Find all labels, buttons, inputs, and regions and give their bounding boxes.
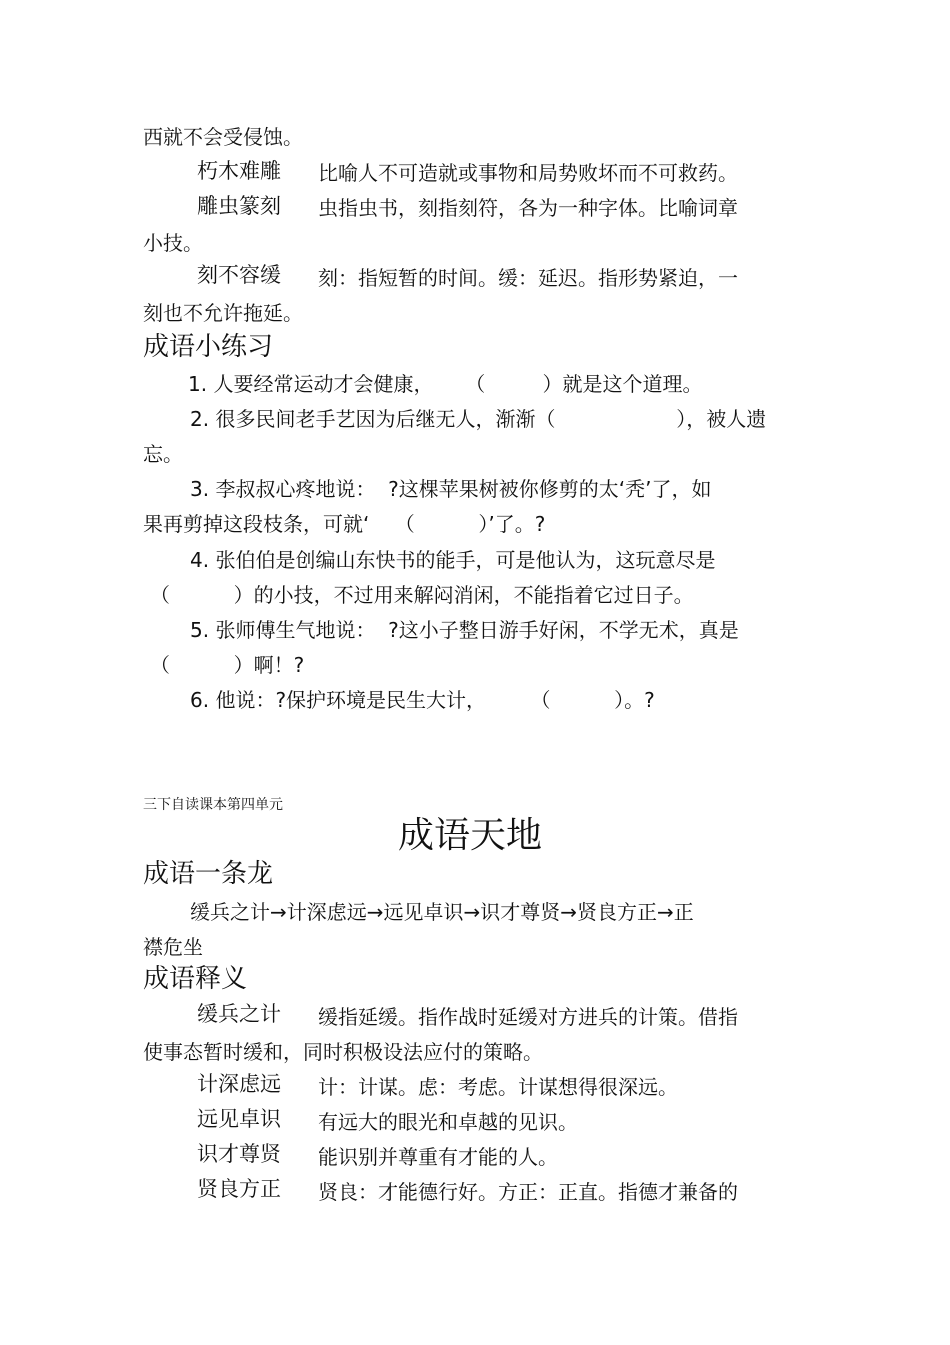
unit-label: 三下自读课本第四单元 xyxy=(143,797,283,813)
practice-question-6: 6. 他说：?保护环境是民生大计， （ ）。? xyxy=(190,688,655,712)
practice-question-4: 4. 张伯伯是创编山东快书的能手，可是他认为，这玩意尽是 xyxy=(190,548,716,572)
idiom-term: 缓兵之计 xyxy=(197,1002,281,1026)
chain-heading: 成语一条龙 xyxy=(143,859,274,889)
idiom-definition-cont: 使事态暂时缓和，同时积极设法应付的策略。 xyxy=(143,1040,543,1064)
idiom-definition: 有远大的眼光和卓越的见识。 xyxy=(318,1110,578,1134)
idiom-definition: 计：计谋。虑：考虑。计谋想得很深远。 xyxy=(318,1075,678,1099)
continuation-text: 西就不会受侵蚀。 xyxy=(143,125,303,149)
idiom-term: 雕虫篆刻 xyxy=(197,194,281,218)
practice-question-3-cont: 果再剪掉这段枝条，可就‘ （ ）’了。? xyxy=(143,512,546,536)
idiom-definition: 贤良：才能德行好。方正：正直。指德才兼备的 xyxy=(318,1180,738,1204)
idiom-term: 贤良方正 xyxy=(197,1177,281,1201)
practice-question-2: 2. 很多民间老手艺因为后继无人，渐渐（ ），被人遗 xyxy=(190,407,767,431)
idiom-definition: 刻：指短暂的时间。缓：延迟。指形势紧迫，一 xyxy=(318,266,738,290)
practice-question-5-cont: （ ）啊！? xyxy=(150,653,305,677)
meaning-heading: 成语释义 xyxy=(143,964,248,994)
practice-question-2-cont: 忘。 xyxy=(143,442,183,466)
idiom-term: 识才尊贤 xyxy=(197,1142,281,1166)
idiom-definition: 能识别并尊重有才能的人。 xyxy=(318,1145,558,1169)
idiom-term: 刻不容缓 xyxy=(197,263,281,287)
idiom-chain: 缓兵之计→计深虑远→远见卓识→识才尊贤→贤良方正→正 xyxy=(190,900,694,924)
idiom-definition: 虫指虫书，刻指刻符，各为一种字体。比喻词章 xyxy=(318,196,738,220)
practice-question-3: 3. 李叔叔心疼地说： ?这棵苹果树被你修剪的太‘秃’了，如 xyxy=(190,477,712,501)
practice-question-4-cont: （ ）的小技，不过用来解闷消闲，不能指着它过日子。 xyxy=(150,583,694,607)
practice-question-1: 1. 人要经常运动才会健康， （ ）就是这个道理。 xyxy=(188,372,703,396)
practice-question-5: 5. 张师傅生气地说： ?这小子整日游手好闲，不学无术，真是 xyxy=(190,618,739,642)
idiom-definition-cont: 刻也不允许拖延。 xyxy=(143,301,303,325)
idiom-term: 远见卓识 xyxy=(197,1107,281,1131)
idiom-term: 计深虑远 xyxy=(197,1072,281,1096)
idiom-definition-cont: 小技。 xyxy=(143,231,203,255)
idiom-definition: 比喻人不可造就或事物和局势败坏而不可救药。 xyxy=(318,161,738,185)
idiom-chain-cont: 襟危坐 xyxy=(143,935,203,959)
page-title: 成语天地 xyxy=(397,815,542,856)
practice-heading: 成语小练习 xyxy=(143,332,274,362)
idiom-definition: 缓指延缓。指作战时延缓对方进兵的计策。借指 xyxy=(318,1005,738,1029)
idiom-term: 朽木难雕 xyxy=(197,159,281,183)
